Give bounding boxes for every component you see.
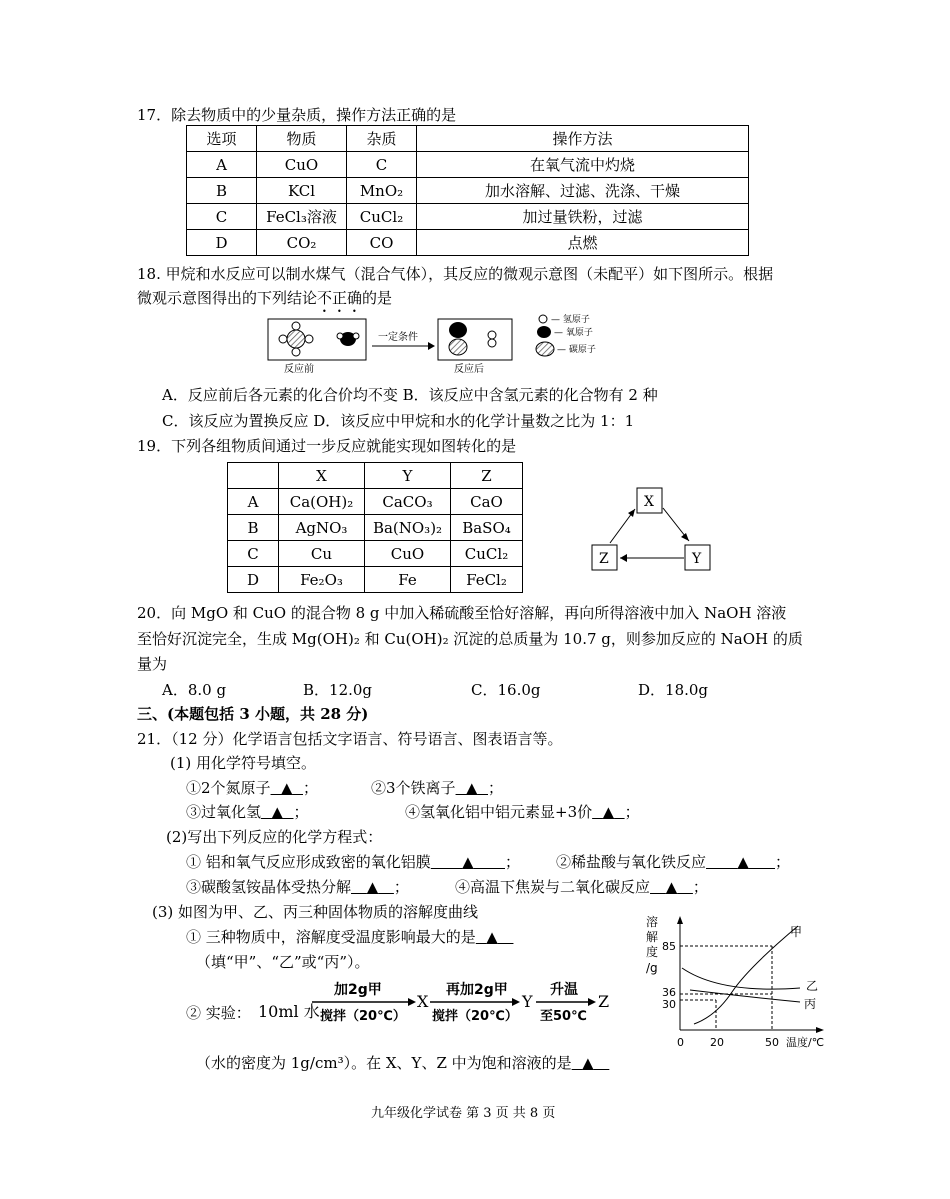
ylabel-3: 度 [646, 945, 659, 959]
q18-options-line1: A．反应前后各元素的化合价均不变 B．该反应中含氢元素的化合物有 2 种 [162, 386, 658, 404]
q19-cell: D [228, 567, 279, 593]
q21-2a: ① 铝和氧气反应形成致密的氧化铝膜 ▲ ； [186, 853, 521, 871]
q17-cell: MnO₂ [347, 178, 417, 204]
q21-3b-label: ② 实验： [186, 1004, 251, 1022]
node-x-label: X [644, 494, 654, 510]
q21-1c: ③过氧化氢 ▲ ； [186, 803, 309, 821]
q19-cell: Fe [365, 567, 451, 593]
blank-mark: ▲ [271, 803, 284, 821]
after-label: 反应后 [454, 364, 484, 375]
q18-stem-line1: 18. 甲烷和水反应可以制水煤气（混合气体），其反应的微观示意图（未配平）如下图所示。根据 [137, 265, 774, 283]
arrowhead-icon [408, 998, 416, 1006]
answer-blank[interactable] [351, 878, 394, 896]
q21-1a-text: ①2个氮原子 [186, 779, 271, 797]
step3-top: 升温 [550, 982, 578, 998]
ylabel-1: 溶 [646, 915, 659, 929]
q19-cell: CaO [451, 489, 523, 515]
q21-stem: 21．（12 分）化学语言包括文字语言、符号语言、图表语言等。 [137, 730, 563, 748]
blank-mark: ▲ [582, 1054, 594, 1072]
answer-blank[interactable] [476, 928, 514, 946]
q21-2b: ②稀盐酸与氧化铁反应 ▲ ； [556, 853, 791, 871]
symbol-z: Z [598, 992, 610, 1011]
q18-stem-part: 的是 [362, 289, 393, 307]
q19-header: Z [451, 463, 523, 489]
label-bing: 丙 [804, 997, 817, 1011]
answer-blank[interactable] [572, 1054, 610, 1072]
answer-blank[interactable] [592, 803, 624, 821]
q17-header: 选项 [187, 126, 257, 152]
q20-option-a: A．8.0 g [162, 681, 227, 699]
hydrogen-atom-icon [305, 335, 313, 343]
blank-mark: ▲ [737, 853, 749, 871]
q21-1b-text: ②3个铁离子 [371, 779, 456, 797]
q20-line3: 量为 [137, 655, 168, 673]
q19-cell: Cu [279, 541, 365, 567]
q20-line1: 20．向 MgO 和 CuO 的混合物 8 g 中加入稀硫酸至恰好溶解，再向所得溶液中加入 NaOH 溶液 [137, 604, 787, 622]
curve-jia [694, 926, 798, 1024]
step3-bottom: 至50℃ [540, 1009, 587, 1024]
q17-header: 操作方法 [417, 126, 749, 152]
q21-3a-note: （填“甲”、“乙”或“丙”）。 [196, 953, 370, 971]
section-heading: 三、(本题包括 3 小题，共 28 分) [137, 705, 369, 723]
ytick-85: 85 [662, 940, 676, 953]
q19-header: Y [365, 463, 451, 489]
q19-cell: Ca(OH)₂ [279, 489, 365, 515]
q19-cell: Ba(NO₃)₂ [365, 515, 451, 541]
q19-cell: FeCl₂ [451, 567, 523, 593]
q17-cell: A [187, 152, 257, 178]
q17-cell: 在氧气流中灼烧 [417, 152, 749, 178]
before-label: 反应前 [284, 364, 314, 375]
answer-blank[interactable] [650, 878, 693, 896]
q19-cell: CaCO₃ [365, 489, 451, 515]
blank-mark: ▲ [462, 853, 474, 871]
q21-part1: (1) 用化学符号填空。 [170, 754, 317, 772]
q21-3a-text: ① 三种物质中，溶解度受温度影响最大的是 [186, 928, 476, 946]
blank-mark: ▲ [366, 878, 379, 896]
condition-label: 一定条件 [378, 332, 418, 343]
carbon-atom-icon [449, 339, 467, 355]
ylabel-4: /g [646, 961, 658, 975]
q18-reaction-diagram [262, 312, 622, 378]
q21-2b-text: ②稀盐酸与氧化铁反应 [556, 853, 707, 871]
q21-2d-text: ④高温下焦炭与二氧化碳反应 [455, 878, 651, 896]
hydrogen-atom-icon [488, 331, 496, 339]
q21-1d: ④氢氧化铝中铝元素显+3价 ▲ ； [405, 803, 640, 821]
q17-cell: C [347, 152, 417, 178]
q21-part2: (2)写出下列反应的化学方程式： [166, 828, 383, 846]
q19-cell: CuCl₂ [451, 541, 523, 567]
blank-mark: ▲ [486, 928, 498, 946]
ylabel-2: 解 [646, 930, 659, 944]
answer-blank[interactable] [431, 853, 505, 871]
oxygen-legend-icon [537, 326, 551, 338]
q18-emphasis: 不正确 [317, 289, 363, 307]
node-y-label: Y [692, 551, 702, 567]
q19-cell: A [228, 489, 279, 515]
answer-blank[interactable] [261, 803, 293, 821]
legend-hydrogen: — 氢原子 [551, 315, 590, 325]
arrowhead-icon [512, 998, 520, 1006]
q17-cell: KCl [257, 178, 347, 204]
experiment-flow [310, 977, 610, 1029]
q21-1a: ①2个氮原子 ▲ ； [186, 779, 319, 797]
arrowhead-icon [628, 509, 635, 517]
q18-options-line2: C．该反应为置换反应 D．该反应中甲烷和水的化学计量数之比为 1：1 [162, 412, 635, 430]
q19-cycle-diagram [585, 483, 720, 578]
q20-option-c: C．16.0g [471, 681, 541, 699]
q21-2c: ③碳酸氢铵晶体受热分解 ▲ ； [186, 878, 409, 896]
q17-cell: 加过量铁粉，过滤 [417, 204, 749, 230]
arrowhead-icon [681, 533, 689, 541]
solubility-chart [640, 912, 835, 1052]
q17-cell: CuO [257, 152, 347, 178]
q21-3c [196, 1052, 609, 1073]
blank-mark: ▲ [602, 803, 615, 821]
blank-mark: ▲ [281, 779, 293, 797]
arrowhead-icon [620, 554, 627, 562]
xtick-0: 0 [677, 1036, 684, 1049]
step2-bottom: 搅拌（20℃） [432, 1009, 518, 1024]
q18-stem-part: 微观示意图得出的下列结论 [137, 289, 318, 307]
q21-2d: ④高温下焦炭与二氧化碳反应 ▲ ； [455, 878, 708, 896]
q17-cell: CuCl₂ [347, 204, 417, 230]
q17-header: 物质 [257, 126, 347, 152]
answer-blank[interactable] [706, 853, 775, 871]
q21-3c-text: （水的密度为 1g/cm³）。在 X、Y、Z 中为饱和溶液的是 [196, 1054, 572, 1072]
q19-cell: B [228, 515, 279, 541]
label-jia: 甲 [790, 925, 803, 939]
step2-top: 再加2g甲 [446, 982, 508, 998]
q20-option-d: D．18.0g [638, 681, 709, 699]
xtick-20: 20 [710, 1036, 724, 1049]
symbol-x: X [417, 992, 429, 1011]
q17-cell: 点燃 [417, 230, 749, 256]
arrowhead-icon [588, 998, 596, 1006]
ylabel-full: 溶解度/g [640, 912, 644, 913]
ytick-36: 36 [662, 986, 676, 999]
oxygen-atom-icon [449, 322, 467, 338]
q17-cell: C [187, 204, 257, 230]
label-yi: 乙 [806, 979, 819, 993]
hydrogen-atom-icon [353, 333, 359, 339]
q17-table [186, 125, 749, 256]
legend-carbon: — 碳原子 [557, 345, 596, 355]
xlabel: 温度/℃ [786, 1036, 825, 1049]
q20-line2: 至恰好沉淀完全，生成 Mg(OH)₂ 和 Cu(OH)₂ 沉淀的总质量为 10.7 g，则参加反应的 NaOH 的质 [137, 630, 803, 648]
water-start: 10ml 水 [258, 1002, 320, 1021]
xtick-50: 50 [765, 1036, 779, 1049]
q19-cell: Fe₂O₃ [279, 567, 365, 593]
hydrogen-atom-icon [292, 322, 300, 330]
q19-cell: AgNO₃ [279, 515, 365, 541]
hydrogen-atom-icon [279, 335, 287, 343]
q17-cell: D [187, 230, 257, 256]
q19-header [228, 463, 279, 489]
q19-table [227, 462, 523, 593]
q17-stem: 17．除去物质中的少量杂质，操作方法正确的是 [137, 106, 457, 124]
q17-cell: 加水溶解、过滤、洗涤、干燥 [417, 178, 749, 204]
q21-2c-text: ③碳酸氢铵晶体受热分解 [186, 878, 352, 896]
step1-bottom: 搅拌（20℃） [320, 1009, 406, 1024]
blank-mark: ▲ [466, 779, 478, 797]
q17-cell: FeCl₃溶液 [257, 204, 347, 230]
after-box [438, 319, 512, 360]
q17-cell: B [187, 178, 257, 204]
q19-cell: BaSO₄ [451, 515, 523, 541]
carbon-legend-icon [536, 342, 554, 356]
q19-cell: CuO [365, 541, 451, 567]
symbol-y: Y [522, 992, 533, 1011]
q19-header: X [279, 463, 365, 489]
ytick-30: 30 [662, 998, 676, 1011]
node-z-label: Z [599, 551, 609, 567]
hydrogen-atom-icon [488, 339, 496, 347]
q17-cell: CO [347, 230, 417, 256]
hydrogen-legend-icon [539, 315, 547, 323]
q21-part3: (3) 如图为甲、乙、丙三种固体物质的溶解度曲线 [152, 903, 479, 921]
q17-cell: CO₂ [257, 230, 347, 256]
q20-option-b: B．12.0g [303, 681, 373, 699]
x-axis-arrow-icon [816, 1027, 824, 1033]
q19-stem: 19．下列各组物质间通过一步反应就能实现如图转化的是 [137, 437, 517, 455]
q21-2a-text: ① 铝和氧气反应形成致密的氧化铝膜 [186, 853, 431, 871]
hydrogen-atom-icon [337, 333, 343, 339]
answer-blank[interactable] [456, 779, 488, 797]
q21-3a [186, 926, 513, 947]
arrowhead-icon [428, 342, 435, 350]
q19-cell: C [228, 541, 279, 567]
q21-1c-text: ③过氧化氢 [186, 803, 262, 821]
step1-top: 加2g甲 [334, 982, 382, 998]
legend-oxygen: — 氧原子 [554, 328, 593, 338]
q17-header: 杂质 [347, 126, 417, 152]
hydrogen-atom-icon [292, 348, 300, 356]
curve-yi [682, 968, 800, 989]
q21-1b: ②3个铁离子 ▲ ； [371, 779, 504, 797]
carbon-atom-icon [287, 330, 305, 348]
q21-1d-text: ④氢氧化铝中铝元素显+3价 [405, 803, 593, 821]
page-footer: 九年级化学试卷 第 3 页 共 8 页 [371, 1106, 556, 1121]
blank-mark: ▲ [665, 878, 678, 896]
y-axis-arrow-icon [677, 916, 683, 924]
answer-blank[interactable] [271, 779, 303, 797]
